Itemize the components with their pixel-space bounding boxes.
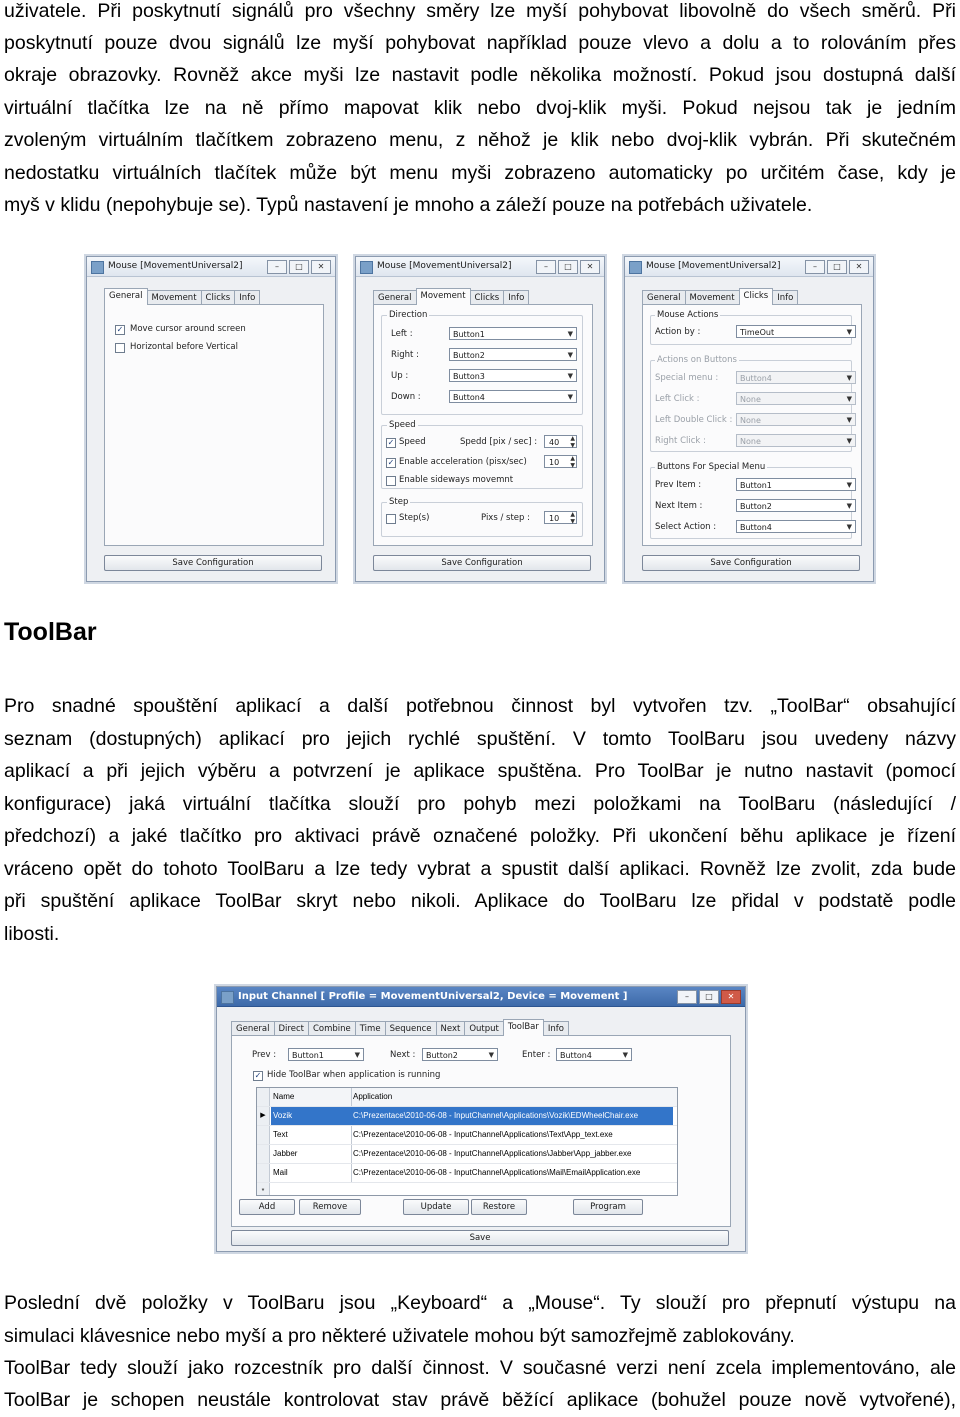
- table-empty-row[interactable]: [257, 1183, 677, 1195]
- chevron-down-icon: ▼: [567, 330, 573, 338]
- app-icon: [360, 261, 373, 274]
- speed-checkbox[interactable]: ✓: [387, 438, 395, 447]
- step-group-label: Step: [389, 497, 409, 507]
- special-menu-select[interactable]: [736, 371, 856, 384]
- next-value: Button2: [426, 1051, 458, 1060]
- save-configuration-button[interactable]: Save Configuration: [642, 555, 860, 571]
- tab-movement[interactable]: Movement: [685, 290, 740, 305]
- mouse-actions-label: Mouse Actions: [657, 310, 719, 320]
- row-name: Jabber: [271, 1145, 352, 1163]
- text-line: seznam (dostupných) aplikací pro jejich rychlé spuštění. V tomto ToolBaru jsou uvedeny názvy: [4, 728, 956, 750]
- maximize-icon[interactable]: □: [699, 990, 719, 1004]
- enter-label: Enter :: [522, 1050, 551, 1060]
- mouse-window-clicks: [624, 256, 874, 582]
- tab-sequence[interactable]: Sequence: [385, 1021, 437, 1036]
- prev-value: Button1: [292, 1051, 324, 1060]
- up-select[interactable]: [449, 369, 577, 382]
- row-name: Vozik: [271, 1107, 352, 1125]
- move-cursor-label: Move cursor around screen: [130, 324, 246, 334]
- acceleration-checkbox[interactable]: ✓: [387, 458, 395, 467]
- prev-label: Prev :: [252, 1050, 277, 1060]
- text-line: simulaci klávesnice nebo myší a pro některé uživatele mohou být samozřejmě zablokovány.: [4, 1325, 795, 1347]
- stepper-arrows-icon: ▲ ▼: [570, 455, 575, 469]
- tab-info[interactable]: Info: [234, 290, 260, 305]
- window-title: Mouse [MovementUniversal2]: [108, 261, 243, 271]
- next-label: Next :: [390, 1050, 416, 1060]
- table-header-row: [257, 1088, 677, 1107]
- left-double-click-value: None: [740, 416, 761, 425]
- row-header-cell: [257, 1145, 270, 1163]
- down-label: Down :: [391, 392, 421, 402]
- table-row[interactable]: [257, 1164, 677, 1183]
- row-header-cell: [257, 1088, 270, 1106]
- close-icon[interactable]: ✕: [721, 990, 741, 1004]
- minimize-icon[interactable]: –: [267, 260, 287, 274]
- left-value: Button1: [453, 330, 485, 339]
- program-button[interactable]: Program: [573, 1199, 643, 1215]
- chevron-down-icon: ▼: [846, 437, 852, 445]
- chevron-down-icon: ▼: [354, 1051, 360, 1059]
- step-check-label: Step(s): [399, 513, 430, 523]
- title-bar: [356, 257, 604, 277]
- select-action-select[interactable]: [736, 520, 856, 533]
- text-line: ToolBar tedy slouží jako rozcestník pro další činnost. V současné verzi není zcela implementováno, ale: [4, 1357, 956, 1379]
- special-menu-label: Special menu :: [655, 373, 719, 383]
- text-line: libosti.: [4, 923, 60, 945]
- left-click-select[interactable]: [736, 392, 856, 405]
- tab-next[interactable]: Next: [436, 1021, 466, 1036]
- maximize-icon[interactable]: □: [289, 260, 309, 274]
- enter-select[interactable]: [556, 1048, 632, 1061]
- maximize-icon[interactable]: □: [827, 260, 847, 274]
- speed-group-label: Speed: [389, 420, 416, 430]
- text-line: virtuální tlačítka lze na ně přímo mapovat klik nebo dvoj-klik myši. Pokud nejsou tak je jedním: [4, 97, 956, 119]
- chevron-down-icon: ▼: [846, 328, 852, 336]
- left-double-click-select[interactable]: [736, 413, 856, 426]
- tab-general[interactable]: General: [642, 290, 686, 305]
- add-button[interactable]: Add: [239, 1199, 295, 1215]
- column-header-name[interactable]: Name: [271, 1088, 352, 1106]
- up-value: Button3: [453, 372, 485, 381]
- save-button[interactable]: Save: [231, 1230, 729, 1246]
- down-value: Button4: [453, 393, 485, 402]
- chevron-down-icon: ▼: [846, 523, 852, 531]
- prev-item-select[interactable]: [736, 478, 856, 491]
- right-click-select[interactable]: [736, 434, 856, 447]
- tab-general[interactable]: General: [373, 290, 417, 305]
- tab-toolbar[interactable]: ToolBar: [503, 1019, 544, 1036]
- table-row[interactable]: [257, 1126, 677, 1145]
- text-line: vráceno opět do tohoto ToolBaru a lze tedy vybrat a spustit další aplikaci. Rovněž lze zvolit, zda bude: [4, 858, 956, 880]
- prev-item-label: Prev Item :: [655, 480, 702, 490]
- table-row[interactable]: [257, 1107, 677, 1126]
- hide-toolbar-checkbox[interactable]: ✓: [254, 1071, 262, 1080]
- window-title: Mouse [MovementUniversal2]: [646, 261, 781, 271]
- left-double-click-label: Left Double Click :: [655, 415, 733, 425]
- text-line: okraje obrazovky. Rovněž akce myši lze nastavit podle několika možností. Pokud jsou dostupná další: [4, 64, 956, 86]
- app-icon: [91, 261, 104, 274]
- next-item-select[interactable]: [736, 499, 856, 512]
- tab-clicks[interactable]: Clicks: [739, 288, 774, 305]
- next-item-label: Next Item :: [655, 501, 703, 511]
- prev-select[interactable]: [288, 1048, 364, 1061]
- close-icon[interactable]: ✕: [580, 260, 600, 274]
- close-icon[interactable]: ✕: [311, 260, 331, 274]
- window-title: Input Channel [ Profile = MovementUniversal2, Device = Movement ]: [238, 991, 628, 1002]
- next-select[interactable]: [422, 1048, 498, 1061]
- chevron-down-icon: ▼: [622, 1051, 628, 1059]
- tab-info[interactable]: Info: [543, 1021, 569, 1036]
- minimize-icon[interactable]: –: [536, 260, 556, 274]
- right-select[interactable]: [449, 348, 577, 361]
- tab-direct[interactable]: Direct: [274, 1021, 309, 1036]
- tab-info[interactable]: Info: [772, 290, 798, 305]
- app-icon: [221, 991, 234, 1004]
- tab-clicks[interactable]: Clicks: [470, 290, 505, 305]
- restore-button[interactable]: Restore: [471, 1199, 527, 1215]
- pixs-value: 10: [549, 514, 560, 523]
- right-click-value: None: [740, 437, 761, 446]
- action-by-value: TimeOut: [740, 328, 775, 337]
- row-application: C:\Prezentace\2010-06-08 - InputChannel\Applications\Text\App_text.exe: [353, 1130, 613, 1139]
- chevron-down-icon: ▼: [846, 395, 852, 403]
- speed-field-label: Spedd [pix / sec] :: [460, 437, 538, 447]
- speed-check-label: Speed: [399, 437, 426, 447]
- tab-panel: [104, 304, 324, 546]
- update-button[interactable]: Update: [403, 1199, 469, 1215]
- text-line: nedostatku virtuálních tlačítek může být menu myši zobrazeno automaticky po určitém čase, kdy je: [4, 162, 956, 184]
- sideways-checkbox[interactable]: [386, 476, 396, 486]
- tab-general[interactable]: General: [231, 1021, 275, 1036]
- tab-panel: [642, 304, 862, 546]
- text-line: zvoleným virtuálním tlačítkem zobrazeno menu, z něhož je klik nebo dvoj-klik vybrán. Při skutečném: [4, 129, 956, 151]
- row-header-cell: [257, 1164, 270, 1182]
- direction-group-label: Direction: [389, 310, 428, 320]
- save-configuration-button[interactable]: Save Configuration: [104, 555, 322, 571]
- text-line: uživatele. Při poskytnutí signálů pro všechny směry lze myší pohybovat libovolně do všech směrů. Při: [4, 0, 956, 22]
- speed-value: 40: [549, 438, 560, 447]
- text-line: aplikací a při jejich výběru a potvrzení je aplikace spuštěna. Pro ToolBar je nutno nastavit (pomocí: [4, 760, 956, 782]
- maximize-icon[interactable]: □: [558, 260, 578, 274]
- title-bar: [87, 257, 335, 277]
- acceleration-value: 10: [549, 458, 560, 467]
- tab-general[interactable]: General: [104, 288, 148, 305]
- stepper-arrows-icon: ▲ ▼: [570, 511, 575, 525]
- title-bar: [625, 257, 873, 277]
- action-by-select[interactable]: [736, 325, 856, 338]
- save-configuration-button[interactable]: Save Configuration: [373, 555, 591, 571]
- prev-item-value: Button1: [740, 481, 772, 490]
- move-cursor-checkbox[interactable]: ✓: [116, 325, 124, 334]
- text-line: poskytnutí pouze dvou signálů lze myší pohybovat například pouze vlevo a dolu a to rolováním přes: [4, 32, 956, 54]
- left-select[interactable]: [449, 327, 577, 340]
- row-pointer-icon: ▶: [257, 1107, 270, 1125]
- right-click-label: Right Click :: [655, 436, 706, 446]
- toolbar-heading: ToolBar: [4, 618, 97, 646]
- text-line: předchozí) a jaké tlačítko pro aktivaci právě označené položky. Při ukončení běhu aplikace je řízení: [4, 825, 956, 847]
- select-action-value: Button4: [740, 523, 772, 532]
- select-action-label: Select Action :: [655, 522, 717, 532]
- down-select[interactable]: [449, 390, 577, 403]
- text-line: myš v klidu (nepohybuje se). Typů nastavení je mnoho a záleží pouze na potřebách uživatele.: [4, 194, 813, 216]
- chevron-down-icon: ▼: [488, 1051, 494, 1059]
- speed-stepper[interactable]: [544, 435, 577, 448]
- row-name: Text: [271, 1126, 352, 1144]
- text-line: ToolBar je schopen neustále kontrolovat stav právě běžící aplikace (bohužel pouze nově vytvořené),: [4, 1389, 956, 1411]
- chevron-down-icon: ▼: [846, 481, 852, 489]
- horizontal-checkbox[interactable]: [115, 343, 125, 353]
- tab-combine[interactable]: Combine: [308, 1021, 356, 1036]
- chevron-down-icon: ▼: [846, 374, 852, 382]
- table-row[interactable]: [257, 1145, 677, 1164]
- window-title: Mouse [MovementUniversal2]: [377, 261, 512, 271]
- tab-info[interactable]: Info: [503, 290, 529, 305]
- text-line: Poslední dvě položky v ToolBaru jsou „Keyboard“ a „Mouse“. Ty slouží pro přepnutí výstupu na: [4, 1292, 956, 1314]
- stepper-arrows-icon: ▲ ▼: [570, 435, 575, 449]
- minimize-icon[interactable]: –: [805, 260, 825, 274]
- text-line: konfigurace) jaká virtuální tlačítka slouží pro pohyb mezi položkami na ToolBaru (následující /: [4, 793, 956, 815]
- text-line: Pro snadné spouštění aplikací a další potřebnou činnost byl vytvořen tzv. „ToolBar“ obsahující: [4, 695, 956, 717]
- mouse-window-movement: [355, 256, 605, 582]
- left-click-value: None: [740, 395, 761, 404]
- action-by-label: Action by :: [655, 327, 701, 337]
- tab-movement[interactable]: Movement: [147, 290, 202, 305]
- chevron-down-icon: ▼: [567, 351, 573, 359]
- row-application: C:\Prezentace\2010-06-08 - InputChannel\Applications\Mail\EmailApplication.exe: [353, 1168, 641, 1177]
- chevron-down-icon: ▼: [567, 372, 573, 380]
- pixs-stepper[interactable]: [544, 511, 577, 524]
- acceleration-label: Enable acceleration (pisx/sec): [399, 457, 527, 467]
- left-label: Left :: [391, 329, 413, 339]
- column-header-application[interactable]: Application: [353, 1092, 393, 1101]
- right-label: Right :: [391, 350, 419, 360]
- tab-clicks[interactable]: Clicks: [201, 290, 236, 305]
- applications-table: [256, 1087, 678, 1196]
- actions-on-buttons-label: Actions on Buttons: [657, 355, 737, 365]
- new-row-icon: *: [257, 1183, 270, 1195]
- row-header-cell: [257, 1126, 270, 1144]
- enter-value: Button4: [560, 1051, 592, 1060]
- mouse-window-general: [86, 256, 336, 582]
- next-item-value: Button2: [740, 502, 772, 511]
- left-click-label: Left Click :: [655, 394, 700, 404]
- chevron-down-icon: ▼: [567, 393, 573, 401]
- up-label: Up :: [391, 371, 409, 381]
- special-menu-value: Button4: [740, 374, 772, 383]
- remove-button[interactable]: Remove: [299, 1199, 361, 1215]
- acceleration-stepper[interactable]: [544, 455, 577, 468]
- horizontal-label: Horizontal before Vertical: [130, 342, 238, 352]
- tab-panel: [373, 304, 593, 546]
- row-application: C:\Prezentace\2010-06-08 - InputChannel\Applications\Jabber\App_jabber.exe: [353, 1149, 632, 1158]
- minimize-icon[interactable]: –: [677, 990, 697, 1004]
- title-bar: [217, 987, 745, 1007]
- close-icon[interactable]: ✕: [849, 260, 869, 274]
- pixs-label: Pixs / step :: [481, 513, 530, 523]
- chevron-down-icon: ▼: [846, 416, 852, 424]
- row-application: C:\Prezentace\2010-06-08 - InputChannel\Applications\Vozik\EDWheelChair.exe: [351, 1107, 673, 1125]
- app-icon: [629, 261, 642, 274]
- tab-time[interactable]: Time: [355, 1021, 386, 1036]
- chevron-down-icon: ▼: [846, 502, 852, 510]
- special-menu-buttons-label: Buttons For Special Menu: [657, 462, 766, 472]
- text-line: při spuštění aplikace ToolBar skryt nebo nikoli. Aplikace do ToolBaru lze přidal v podstatě podle: [4, 890, 956, 912]
- step-checkbox[interactable]: [386, 514, 396, 524]
- sideways-label: Enable sideways movemnt: [399, 475, 514, 485]
- tab-movement[interactable]: Movement: [416, 288, 471, 305]
- right-value: Button2: [453, 351, 485, 360]
- tab-output[interactable]: Output: [464, 1021, 504, 1036]
- hide-toolbar-label: Hide ToolBar when application is running: [267, 1070, 441, 1080]
- row-name: Mail: [271, 1164, 352, 1182]
